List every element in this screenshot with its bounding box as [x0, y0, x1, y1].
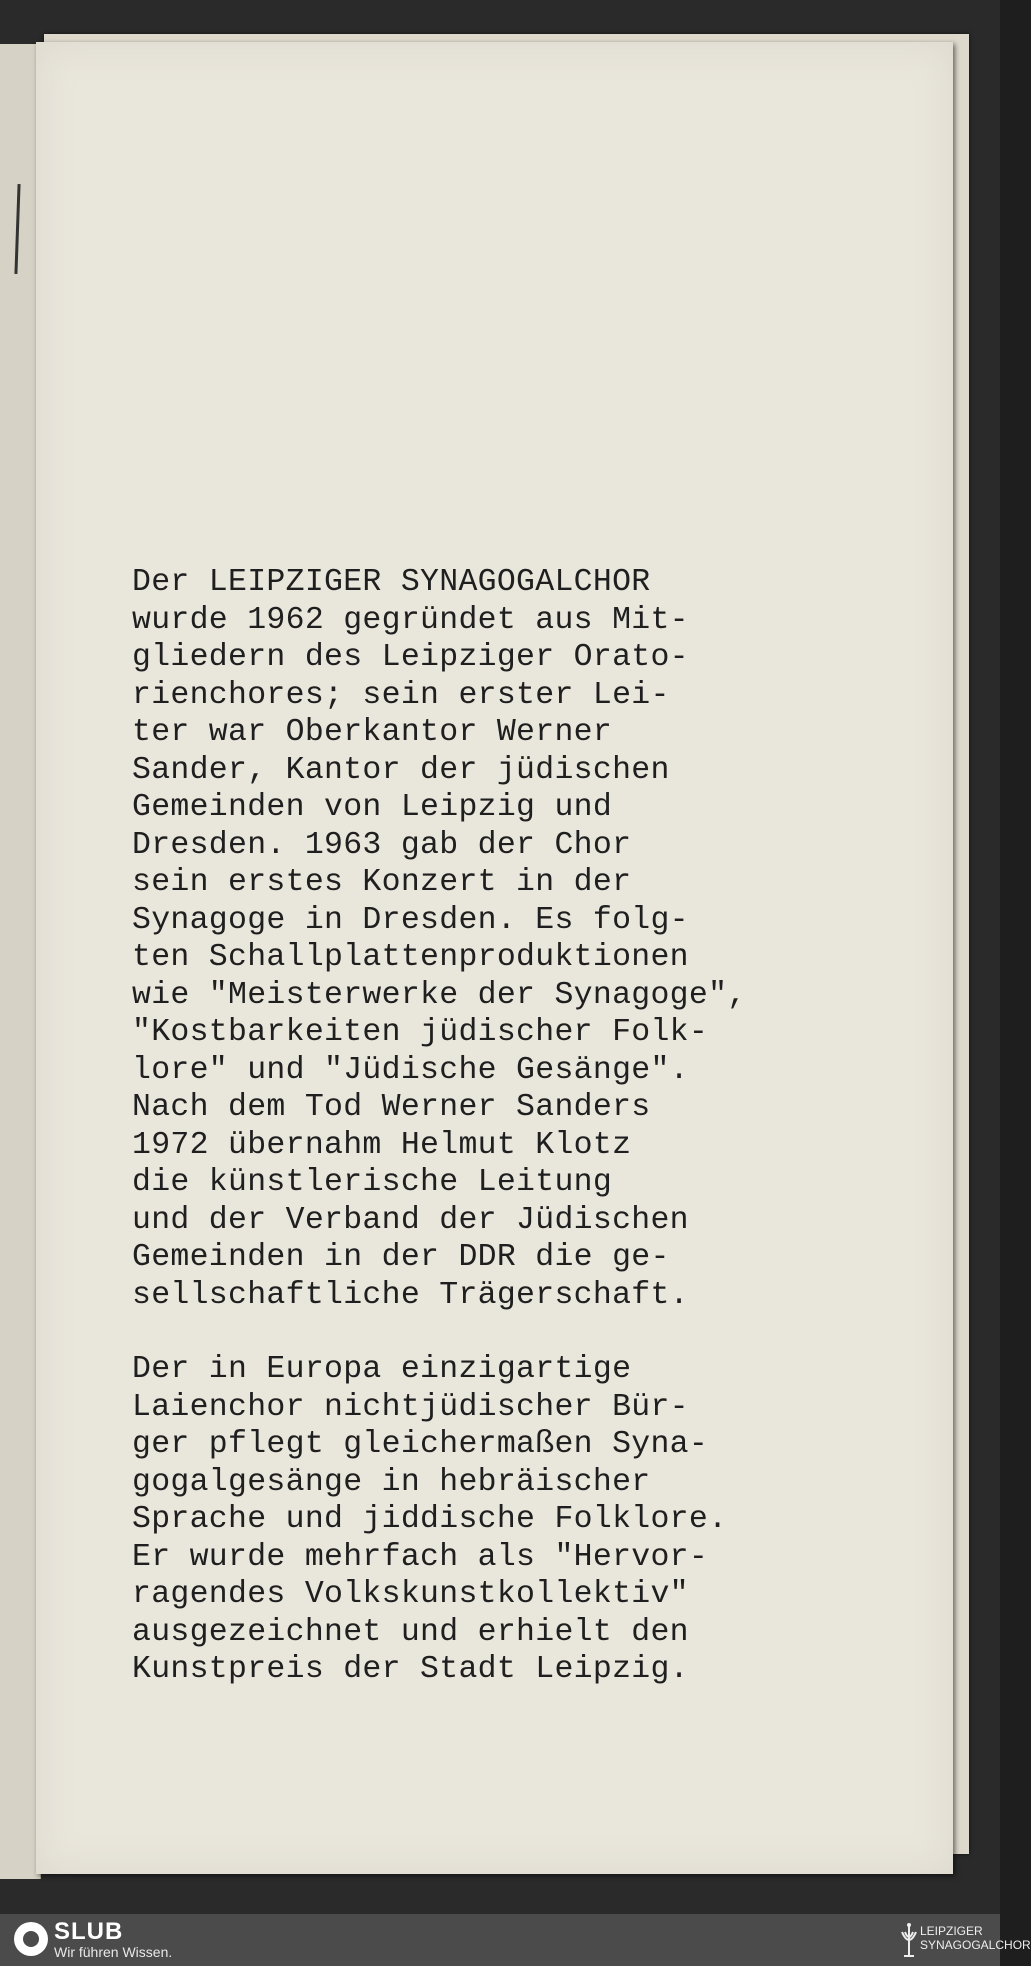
text-line: Der in Europa einzigartige [132, 1352, 632, 1387]
text-line: ter war Oberkantor Werner [132, 715, 613, 750]
text-line: sein erstes Konzert in der [132, 865, 632, 900]
left-page-edge [0, 44, 41, 1879]
text-line: 1972 übernahm Helmut Klotz [132, 1127, 632, 1163]
text-line: ausgezeichnet und erhielt den [132, 1614, 689, 1650]
slub-logo-icon[interactable] [14, 1922, 48, 1956]
text-line: gliedern des Leipziger Orato- [132, 640, 689, 675]
text-line: Nach dem Tod Werner Sanders [132, 1090, 651, 1125]
menorah-icon [898, 1922, 920, 1960]
text-line: Der LEIPZIGER SYNAGOGALCHOR [132, 565, 651, 600]
text-line: ragendes Volkskunstkollektiv" [132, 1577, 689, 1612]
text-line: Laienchor nichtjüdischer Bür- [132, 1389, 689, 1425]
text-line: ten Schallplattenproduktionen [132, 940, 689, 975]
text-line: wurde 1962 gegründet aus Mit- [132, 602, 689, 638]
text-line: Gemeinden von Leipzig und [132, 790, 613, 825]
text-line: Er wurde mehrfach als "Hervor- [132, 1539, 709, 1575]
brand-name[interactable]: SLUB [54, 1918, 124, 1945]
text-line: gogalgesänge in hebräischer [132, 1464, 651, 1500]
paragraph-1 [132, 564, 892, 1314]
partner-logo-text [920, 1924, 1031, 1952]
ink-mark [14, 184, 20, 274]
partner-line-1: LEIPZIGER [920, 1924, 983, 1938]
text-line: Sprache und jiddische Folklore. [132, 1502, 728, 1537]
viewer-footer [0, 1914, 1031, 1966]
text-line: Sander, Kantor der jüdischen [132, 752, 670, 788]
text-line: wie "Meisterwerke der Synagoge", [132, 977, 747, 1013]
text-line: Kunstpreis der Stadt Leipzig. [132, 1652, 689, 1687]
text-line: die künstlerische Leitung [132, 1165, 613, 1200]
text-line: Dresden. 1963 gab der Chor [132, 827, 632, 863]
typewritten-text [132, 564, 892, 1689]
brand-tagline: Wir führen Wissen. [54, 1944, 173, 1960]
partner-line-2: SYNAGOGALCHOR [920, 1938, 1031, 1952]
paragraph-gap [132, 1314, 892, 1351]
text-line: ger pflegt gleichermaßen Syna- [132, 1427, 709, 1462]
text-line: rienchores; sein erster Lei- [132, 677, 670, 713]
text-line: lore" und "Jüdische Gesänge". [132, 1052, 689, 1088]
text-line: "Kostbarkeiten jüdischer Folk- [132, 1015, 709, 1050]
text-line: sellschaftliche Trägerschaft. [132, 1277, 689, 1313]
text-line: Gemeinden in der DDR die ge- [132, 1240, 670, 1275]
paragraph-2 [132, 1351, 892, 1689]
text-line: und der Verband der Jüdischen [132, 1202, 689, 1238]
text-line: Synagoge in Dresden. Es folg- [132, 902, 689, 938]
